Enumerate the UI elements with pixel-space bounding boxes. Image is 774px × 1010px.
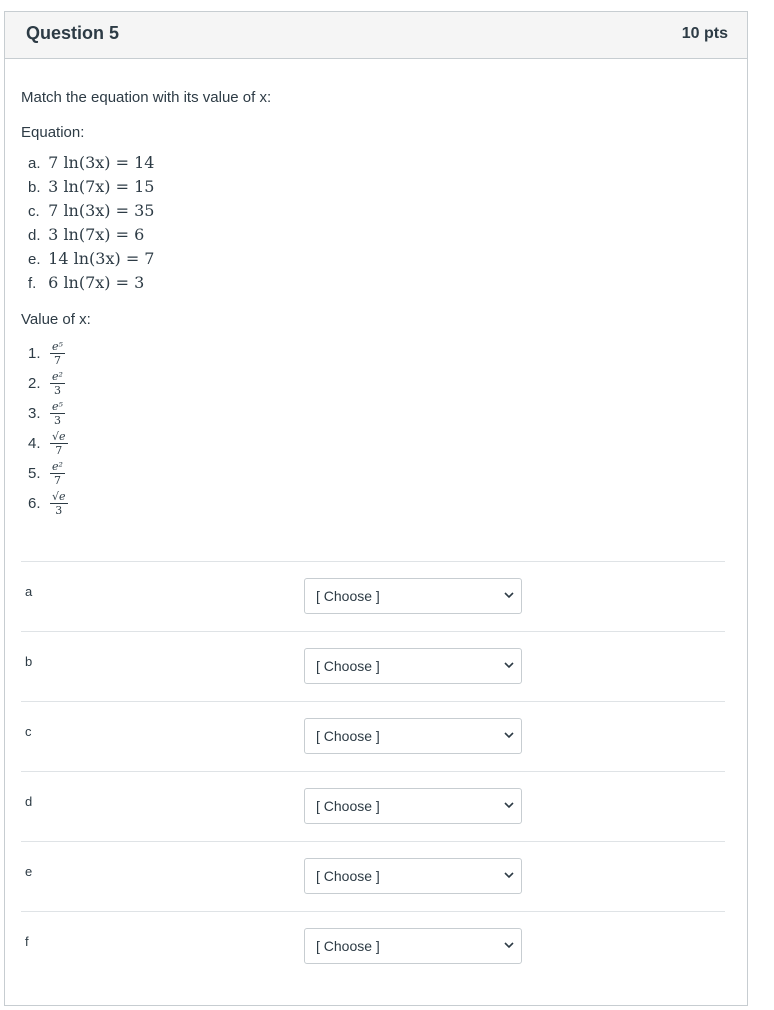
answer-row-f <box>21 911 725 981</box>
select-value: [ Choose ] <box>316 798 380 814</box>
fraction-denominator: 7 <box>53 353 61 367</box>
select-value: [ Choose ] <box>316 658 380 674</box>
value-fraction <box>50 491 68 516</box>
answer-row-a <box>21 561 725 631</box>
value-item-label: 5. <box>28 464 41 482</box>
question-body <box>21 88 725 518</box>
select-value: [ Choose ] <box>316 728 380 744</box>
equation-math: 14 ln(3x) = 7 <box>48 249 155 268</box>
value-fraction <box>50 431 68 456</box>
fraction-denominator: 7 <box>53 473 61 487</box>
answer-row-e <box>21 841 725 911</box>
value-item-label: 6. <box>28 494 41 512</box>
value-item <box>28 488 725 518</box>
equation-item <box>28 247 725 271</box>
equation-label: Equation: <box>21 124 85 141</box>
fraction-numerator: √e <box>52 429 66 443</box>
chevron-down-icon <box>503 799 515 811</box>
chevron-down-icon <box>503 869 515 881</box>
chevron-down-icon <box>503 939 515 951</box>
question-header <box>5 12 747 59</box>
equation-item <box>28 151 725 175</box>
value-item-label: 3. <box>28 404 41 422</box>
equation-list <box>28 151 725 295</box>
value-label: Value of x: <box>21 311 91 328</box>
question-points: 10 pts <box>681 25 728 42</box>
equation-math: 3 ln(7x) = 6 <box>48 225 145 244</box>
answer-row-label: f <box>25 934 29 949</box>
value-fraction <box>50 371 65 396</box>
value-fraction <box>50 461 65 486</box>
answer-row-label: c <box>25 724 32 739</box>
equation-item <box>28 271 725 295</box>
answer-row-label: d <box>25 794 33 809</box>
answer-row-label: b <box>25 654 33 669</box>
fraction-denominator: 3 <box>55 503 63 517</box>
fraction-numerator: e⁵ <box>52 399 63 413</box>
question-prompt: Match the equation with its value of x: <box>21 89 272 106</box>
chevron-down-icon <box>503 589 515 601</box>
answer-row-d <box>21 771 725 841</box>
chevron-down-icon <box>503 659 515 671</box>
select-value: [ Choose ] <box>316 868 380 884</box>
value-fraction <box>50 341 65 366</box>
answer-select-e[interactable] <box>304 858 522 894</box>
fraction-numerator: e⁵ <box>52 339 63 353</box>
select-value: [ Choose ] <box>316 938 380 954</box>
value-item <box>28 338 725 368</box>
fraction-denominator: 3 <box>53 383 61 397</box>
answer-row-label: e <box>25 864 33 879</box>
question-title: Question 5 <box>26 23 120 43</box>
value-fraction <box>50 401 65 426</box>
answer-select-d[interactable] <box>304 788 522 824</box>
fraction-denominator: 7 <box>55 443 63 457</box>
answer-select-c[interactable] <box>304 718 522 754</box>
answer-matching-list <box>21 561 725 981</box>
fraction-numerator: √e <box>52 489 66 503</box>
equation-item <box>28 199 725 223</box>
equation-item <box>28 223 725 247</box>
equation-math: 6 ln(7x) = 3 <box>48 273 145 292</box>
chevron-down-icon <box>503 729 515 741</box>
value-item <box>28 458 725 488</box>
equation-item-label: a. <box>28 155 41 172</box>
value-item <box>28 428 725 458</box>
equation-item-label: d. <box>28 227 41 244</box>
answer-row-b <box>21 631 725 701</box>
equation-item-label: e. <box>28 251 41 268</box>
value-item-label: 1. <box>28 344 41 362</box>
equation-math: 7 ln(3x) = 35 <box>48 201 155 220</box>
equation-math: 3 ln(7x) = 15 <box>48 177 155 196</box>
equation-item <box>28 175 725 199</box>
answer-select-a[interactable] <box>304 578 522 614</box>
fraction-numerator: e² <box>52 459 63 473</box>
value-item-label: 4. <box>28 434 41 452</box>
fraction-numerator: e² <box>52 369 63 383</box>
value-item-label: 2. <box>28 374 41 392</box>
value-list <box>28 338 725 518</box>
answer-row-c <box>21 701 725 771</box>
equation-math: 7 ln(3x) = 14 <box>48 153 155 172</box>
answer-select-f[interactable] <box>304 928 522 964</box>
equation-item-label: b. <box>28 179 41 196</box>
select-value: [ Choose ] <box>316 588 380 604</box>
answer-select-b[interactable] <box>304 648 522 684</box>
equation-item-label: c. <box>28 203 40 220</box>
value-item <box>28 368 725 398</box>
answer-row-label: a <box>25 584 33 599</box>
equation-item-label: f. <box>28 275 37 292</box>
fraction-denominator: 3 <box>53 413 61 427</box>
value-item <box>28 398 725 428</box>
